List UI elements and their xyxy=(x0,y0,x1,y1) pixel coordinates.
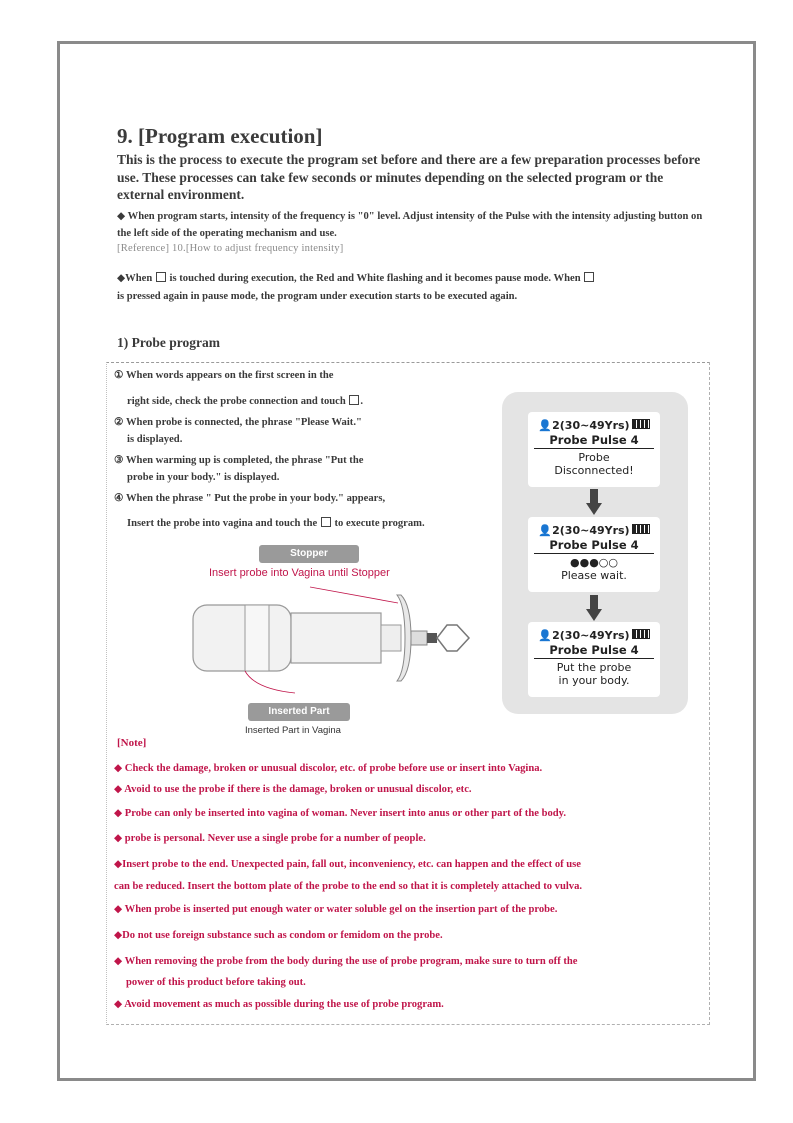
screen-please-wait xyxy=(528,517,660,592)
stopper-pointer-line xyxy=(310,587,398,603)
probe-illustration xyxy=(185,585,475,695)
device-screens-panel xyxy=(502,392,688,714)
probe-shaft-icon xyxy=(291,613,381,663)
screen-put-probe xyxy=(528,622,660,697)
person-icon: 👤 xyxy=(538,419,553,432)
note-item: ◆Do not use foreign substance such as condom or femidom on the probe. xyxy=(114,930,443,941)
stopper-label: Stopper xyxy=(259,545,359,563)
step-1-text: right side, check the probe connection and touch xyxy=(127,396,346,407)
square-button-icon xyxy=(349,395,359,405)
age-group-text: 2(30~49Yrs) xyxy=(552,629,630,642)
down-arrow-icon xyxy=(586,595,602,621)
screen-header xyxy=(528,629,660,643)
screen-message-line-2: in your body. xyxy=(558,674,630,687)
intro-paragraph: This is the process to execute the program set before and there are a few preparation processes before use. These processes can take few seconds or minutes depending on the selected program or the external environment. xyxy=(117,152,701,202)
screen-message-line-2: Disconnected! xyxy=(554,464,634,477)
step-4-line-b xyxy=(127,515,425,532)
person-icon: 👤 xyxy=(538,524,553,537)
note-item-continued: can be reduced. Insert the bottom plate of the probe to the end so that it is completely attached to vulva. xyxy=(114,881,583,892)
step-3-line-b: probe in your body." is displayed. xyxy=(127,472,280,483)
age-group-text: 2(30~49Yrs) xyxy=(552,419,630,432)
note-title: [Note] xyxy=(117,737,147,749)
note-item: ◆Insert probe to the end. Unexpected pain, fall out, inconveniency, etc. can happen and the effect of use xyxy=(114,859,582,870)
step-2-line-a: ② When probe is connected, the phrase "Please Wait." xyxy=(114,417,362,428)
probe-plug-icon xyxy=(427,633,437,643)
inserted-pointer-line xyxy=(245,671,295,693)
screen-header xyxy=(528,419,660,433)
probe-band-icon xyxy=(245,605,269,671)
age-group-text: 2(30~49Yrs) xyxy=(552,524,630,537)
progress-dots: ●●●○○ xyxy=(570,556,618,569)
pause-text-b: is touched during execution, the Red and White flashing and it becomes pause mode. When xyxy=(169,273,581,284)
screen-header xyxy=(528,524,660,538)
stopper-caption: Insert probe into Vagina until Stopper xyxy=(209,567,390,579)
page-title: 9. [Program execution] xyxy=(117,124,323,148)
note-item-continued: power of this product before taking out. xyxy=(126,977,306,988)
probe-neck-icon xyxy=(381,625,401,651)
pause-text-c: is pressed again in pause mode, the program under execution starts to be executed again. xyxy=(117,291,518,302)
inserted-part-caption: Inserted Part in Vagina xyxy=(245,725,341,736)
battery-icon xyxy=(632,524,650,534)
step-1-line-b: right side, check the probe connection and touch . xyxy=(127,396,364,407)
probe-connector-icon xyxy=(411,631,427,645)
intensity-paragraph: ◆ When program starts, intensity of the frequency is "0" level. Adjust intensity of the Pulse with the intensity adjusting button on the left side of the operating mechanism and use. xyxy=(117,211,703,239)
pause-text-a: ◆When xyxy=(117,273,153,284)
note-item: ◆ Avoid movement as much as possible during the use of probe program. xyxy=(114,999,444,1010)
screen-disconnected xyxy=(528,412,660,487)
program-name: Probe Pulse 4 xyxy=(534,433,654,449)
screen-message-line-1: Probe xyxy=(578,451,610,464)
step-4-line-a: ④ When the phrase " Put the probe in your body." appears, xyxy=(114,493,386,504)
battery-icon xyxy=(632,419,650,429)
note-item: ◆ Check the damage, broken or unusual discolor, etc. of probe before use or insert into Vagina. xyxy=(114,763,543,774)
down-arrow-icon xyxy=(586,489,602,515)
note-item: ◆ probe is personal. Never use a single probe for a number of people. xyxy=(114,833,426,844)
square-button-icon xyxy=(321,517,331,527)
battery-icon xyxy=(632,629,650,639)
section-title: 1) Probe program xyxy=(117,335,220,350)
probe-hook-icon xyxy=(437,625,469,651)
screen-message-line-1: Put the probe xyxy=(556,661,632,674)
screen-message-line-2: Please wait. xyxy=(561,569,627,582)
program-name: Probe Pulse 4 xyxy=(534,538,654,554)
square-button-icon xyxy=(584,272,594,282)
inserted-part-label: Inserted Part xyxy=(248,703,350,721)
person-icon: 👤 xyxy=(538,629,553,642)
note-item: ◆ Avoid to use the probe if there is the damage, broken or unusual discolor, etc. xyxy=(114,784,472,795)
step-4-text-a: Insert the probe into vagina and touch the xyxy=(127,518,318,529)
step-3-line-a: ③ When warming up is completed, the phrase "Put the xyxy=(114,455,364,466)
step-1-line-a: ① When words appears on the first screen in the xyxy=(114,370,334,381)
step-4-text-b: to execute program. xyxy=(334,518,425,529)
square-button-icon xyxy=(156,272,166,282)
probe-head-icon xyxy=(193,605,291,671)
note-item: ◆ Probe can only be inserted into vagina of woman. Never insert into anus or other part of the body. xyxy=(114,808,567,819)
program-name: Probe Pulse 4 xyxy=(534,643,654,659)
pause-paragraph xyxy=(117,270,707,306)
note-item: ◆ When removing the probe from the body during the use of probe program, make sure to turn off the xyxy=(114,956,578,967)
step-2-line-b: is displayed. xyxy=(127,434,183,445)
note-item: ◆ When probe is inserted put enough water or water soluble gel on the insertion part of the probe. xyxy=(114,904,558,915)
reference-line: [Reference] 10.[How to adjust frequency intensity] xyxy=(117,243,344,254)
